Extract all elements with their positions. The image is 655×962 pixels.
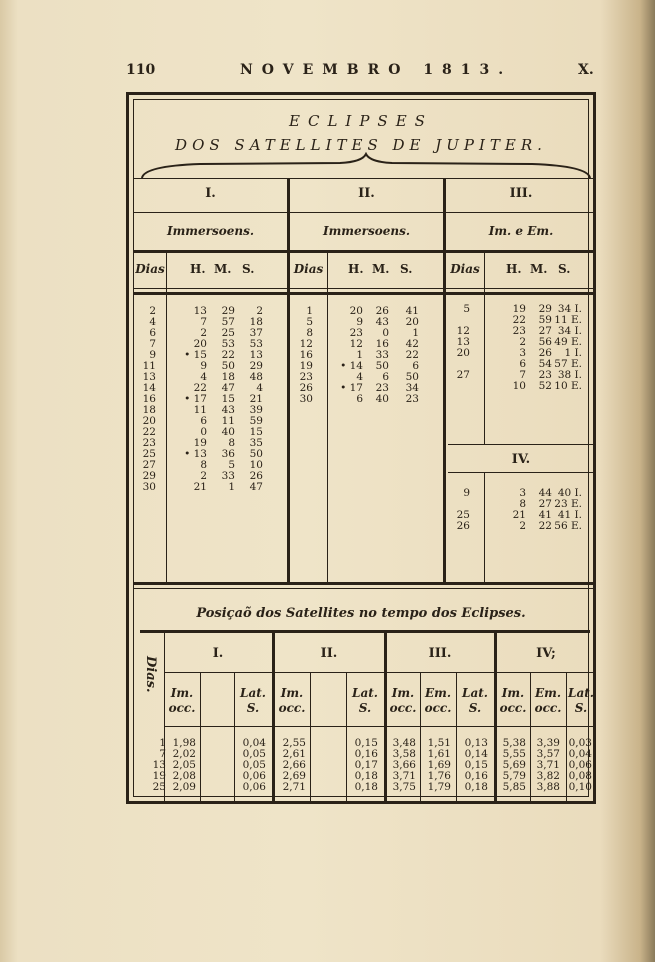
hour-cell: 4 (356, 371, 363, 383)
brace-ornament (140, 152, 592, 180)
hour-cell: 23 (512, 325, 526, 337)
hour-cell: 1 (356, 349, 363, 361)
table-row (446, 381, 596, 392)
second-cell: 50 (249, 448, 263, 460)
table-row (134, 460, 287, 471)
pos-i-im-cell: 2,08 (172, 770, 196, 782)
pos-iv-em-cell: 3,57 (536, 748, 560, 760)
pos-iii-im-cell: 3,48 (392, 737, 416, 749)
day-cell: 19 (299, 360, 313, 372)
pos-i-lat-cell: 0,04 (242, 737, 266, 749)
pos-day-cell: 13 (152, 759, 166, 771)
second-cell: 34 I. (557, 303, 582, 315)
day-cell: 16 (299, 349, 313, 361)
table-row (134, 317, 287, 328)
second-cell: 4 (256, 382, 263, 394)
hour-cell: 20 (193, 338, 207, 350)
day-cell: 25 (456, 509, 470, 521)
eclipse-table (133, 99, 594, 797)
hour-cell: 21 (512, 509, 526, 521)
hour-cell: 13 (193, 305, 207, 317)
day-cell: 30 (299, 393, 313, 405)
hour-cell: 12 (349, 338, 363, 350)
minute-cell: 57 (221, 316, 235, 328)
pos-iii-im-cell: 3,71 (392, 770, 416, 782)
hour-cell: 22 (193, 382, 207, 394)
col-dias-III: Dias (450, 262, 480, 276)
table-row (134, 350, 287, 361)
table-row (134, 427, 287, 438)
header-I: I. (205, 186, 216, 201)
minute-cell: 56 (538, 336, 552, 348)
day-cell: 22 (142, 426, 156, 438)
col-h-II: H. (348, 262, 364, 276)
pos-ii-im-cell: 2,66 (282, 759, 306, 771)
rule (134, 212, 596, 213)
col-m-I: M. (214, 262, 232, 276)
rows-satellite-IV (446, 488, 596, 532)
pos-iv-im-cell: 5,38 (502, 737, 526, 749)
pos-iv-lat-cell: 0,08 (568, 770, 592, 782)
day-cell: 25 (142, 448, 156, 460)
pos-ii-im-cell: 2,61 (282, 748, 306, 760)
hour-cell: 8 (519, 498, 526, 510)
pos-i-im-cell: 2,05 (172, 759, 196, 771)
sub-lat-I: Lat. S. (240, 686, 266, 715)
day-cell: 27 (142, 459, 156, 471)
hour-cell: 6 (519, 358, 526, 370)
position-row (134, 782, 596, 793)
positions-dias-label: Dias. (143, 656, 158, 693)
rows-satellite-III (446, 304, 596, 392)
pos-i-lat-cell: 0,05 (242, 759, 266, 771)
eclipse-table-frame (126, 92, 596, 804)
rows-satellite-I (134, 306, 287, 493)
hour-cell: • 17 (184, 393, 207, 405)
hour-cell: 19 (193, 437, 207, 449)
second-cell: 50 (405, 371, 419, 383)
second-cell: 10 (249, 459, 263, 471)
minute-cell: 0 (382, 327, 389, 339)
pos-i-im-cell: 2,09 (172, 781, 196, 793)
second-cell: 39 (249, 404, 263, 416)
header-IV: IV. (511, 452, 531, 467)
pos-group-II: II. (320, 646, 338, 661)
day-cell: 20 (142, 415, 156, 427)
pos-iv-lat-cell: 0,10 (568, 781, 592, 793)
pos-day-cell: 1 (159, 737, 166, 749)
running-head (0, 62, 655, 82)
table-row (446, 521, 596, 532)
pos-iv-im-cell: 5,55 (502, 748, 526, 760)
pos-iv-im-cell: 5,79 (502, 770, 526, 782)
pos-iv-em-cell: 3,88 (536, 781, 560, 793)
day-cell: 12 (456, 325, 470, 337)
second-cell: 29 (249, 360, 263, 372)
table-row (134, 361, 287, 372)
pos-ii-im-cell: 2,69 (282, 770, 306, 782)
hour-cell: 3 (519, 487, 526, 499)
pos-ii-lat-cell: 0,16 (354, 748, 378, 760)
sub-im-II: Im. occ. (278, 686, 306, 715)
minute-cell: 11 (221, 415, 235, 427)
second-cell: 47 (249, 481, 263, 493)
minute-cell: 22 (221, 349, 235, 361)
rule (134, 250, 596, 253)
title-eclipses: ECLIPSES (289, 112, 433, 130)
minute-cell: 18 (221, 371, 235, 383)
sub-im-I: Im. occ. (168, 686, 196, 715)
second-cell: 26 (249, 470, 263, 482)
pos-iii-em-cell: 1,61 (427, 748, 451, 760)
pos-iii-lat-cell: 0,16 (464, 770, 488, 782)
pos-ii-im-cell: 2,55 (282, 737, 306, 749)
pos-iv-lat-cell: 0,06 (568, 759, 592, 771)
sub-em-IV: Em. occ. (534, 686, 562, 715)
pos-i-lat-cell: 0,06 (242, 781, 266, 793)
day-cell: 12 (299, 338, 313, 350)
pos-day-cell: 7 (159, 748, 166, 760)
rule (134, 292, 596, 295)
second-cell: 41 (405, 305, 419, 317)
pos-iii-im-cell: 3,66 (392, 759, 416, 771)
table-row (134, 383, 287, 394)
minute-cell: 47 (221, 382, 235, 394)
pos-iii-im-cell: 3,75 (392, 781, 416, 793)
pos-day-cell: 25 (152, 781, 166, 793)
rule (134, 288, 596, 289)
day-cell: 5 (306, 316, 313, 328)
pos-iii-em-cell: 1,76 (427, 770, 451, 782)
minute-cell: 6 (382, 371, 389, 383)
subheader-I: Immersoens. (166, 224, 255, 238)
minute-cell: 22 (538, 520, 552, 532)
sub-im-III: Im. occ. (389, 686, 417, 715)
day-cell: 16 (142, 393, 156, 405)
table-row (134, 372, 287, 383)
day-cell: 30 (142, 481, 156, 493)
minute-cell: 50 (375, 360, 389, 372)
sheet-number: X. (578, 62, 594, 78)
sub-im-IV: Im. occ. (499, 686, 527, 715)
pos-ii-lat-cell: 0,18 (354, 770, 378, 782)
pos-iii-lat-cell: 0,14 (464, 748, 488, 760)
second-cell: 57 E. (554, 358, 582, 370)
pos-iii-lat-cell: 0,13 (464, 737, 488, 749)
second-cell: 23 E. (554, 498, 582, 510)
day-cell: 5 (463, 303, 470, 315)
minute-cell: 27 (538, 325, 552, 337)
day-cell: 8 (306, 327, 313, 339)
rule (448, 444, 596, 445)
minute-cell: 41 (538, 509, 552, 521)
table-row (134, 416, 287, 427)
day-cell: 4 (149, 316, 156, 328)
pos-iv-em-cell: 3,39 (536, 737, 560, 749)
minute-cell: 23 (538, 369, 552, 381)
second-cell: 35 (249, 437, 263, 449)
col-h-III: H. (506, 262, 522, 276)
hour-cell: 11 (193, 404, 207, 416)
hour-cell: 3 (519, 347, 526, 359)
minute-cell: 50 (221, 360, 235, 372)
pos-group-III: III. (428, 646, 452, 661)
second-cell: 11 E. (554, 314, 582, 326)
second-cell: 53 (249, 338, 263, 350)
second-cell: 20 (405, 316, 419, 328)
pos-iii-em-cell: 1,69 (427, 759, 451, 771)
rows-satellite-II (290, 306, 443, 405)
minute-cell: 40 (221, 426, 235, 438)
rule (140, 630, 590, 633)
second-cell: 23 (405, 393, 419, 405)
hour-cell: • 17 (340, 382, 363, 394)
hour-cell: 4 (200, 371, 207, 383)
minute-cell: 26 (538, 347, 552, 359)
minute-cell: 52 (538, 380, 552, 392)
day-cell: 9 (463, 487, 470, 499)
second-cell: 22 (405, 349, 419, 361)
minute-cell: 26 (375, 305, 389, 317)
pos-iii-em-cell: 1,51 (427, 737, 451, 749)
pos-iii-lat-cell: 0,18 (464, 781, 488, 793)
day-cell: 23 (299, 371, 313, 383)
minute-cell: 29 (221, 305, 235, 317)
col-s-I: S. (242, 262, 255, 276)
second-cell: 38 I. (557, 369, 582, 381)
hour-cell: 10 (512, 380, 526, 392)
rule (164, 726, 596, 727)
page-number: 110 (126, 62, 156, 78)
minute-cell: 40 (375, 393, 389, 405)
rule (448, 472, 596, 473)
table-row (134, 394, 287, 405)
second-cell: 1 (412, 327, 419, 339)
hour-cell: 2 (519, 520, 526, 532)
pos-iv-lat-cell: 0,03 (568, 737, 592, 749)
day-cell: 27 (456, 369, 470, 381)
table-row (134, 438, 287, 449)
second-cell: 15 (249, 426, 263, 438)
day-cell: 26 (299, 382, 313, 394)
hour-cell: 9 (356, 316, 363, 328)
second-cell: 18 (249, 316, 263, 328)
second-cell: 56 E. (554, 520, 582, 532)
hour-cell: • 15 (184, 349, 207, 361)
rule (134, 178, 596, 179)
table-row (134, 482, 287, 493)
second-cell: 37 (249, 327, 263, 339)
sub-em-III: Em. occ. (424, 686, 452, 715)
sub-lat-IV: Lat. S. (568, 686, 594, 715)
pos-iii-lat-cell: 0,15 (464, 759, 488, 771)
second-cell: 34 I. (557, 325, 582, 337)
second-cell: 21 (249, 393, 263, 405)
hour-cell: 7 (519, 369, 526, 381)
hour-cell: 22 (512, 314, 526, 326)
pos-day-cell: 19 (152, 770, 166, 782)
pos-i-im-cell: 2,02 (172, 748, 196, 760)
pos-iv-em-cell: 3,71 (536, 759, 560, 771)
hour-cell: 20 (349, 305, 363, 317)
col-dias-II: Dias (293, 262, 324, 276)
pos-i-lat-cell: 0,06 (242, 770, 266, 782)
pos-iii-em-cell: 1,79 (427, 781, 451, 793)
day-cell: 13 (142, 371, 156, 383)
minute-cell: 8 (228, 437, 235, 449)
minute-cell: 36 (221, 448, 235, 460)
second-cell: 41 I. (557, 509, 582, 521)
day-cell: 18 (142, 404, 156, 416)
col-m-II: M. (372, 262, 390, 276)
hour-cell: 8 (200, 459, 207, 471)
pos-ii-lat-cell: 0,18 (354, 781, 378, 793)
minute-cell: 44 (538, 487, 552, 499)
day-cell: 11 (142, 360, 156, 372)
title-satellites: DOS SATELLITES DE JUPITER. (175, 136, 547, 154)
day-cell: 29 (142, 470, 156, 482)
second-cell: 2 (256, 305, 263, 317)
divider-dias-II (327, 250, 328, 582)
day-cell: 2 (149, 305, 156, 317)
second-cell: 13 (249, 349, 263, 361)
table-row (134, 306, 287, 317)
second-cell: 40 I. (557, 487, 582, 499)
pos-group-I: I. (212, 646, 224, 661)
subheader-III: Im. e Em. (488, 224, 554, 238)
pos-iv-im-cell: 5,69 (502, 759, 526, 771)
second-cell: 6 (412, 360, 419, 372)
second-cell: 34 (405, 382, 419, 394)
col-m-III: M. (530, 262, 548, 276)
minute-cell: 54 (538, 358, 552, 370)
minute-cell: 23 (375, 382, 389, 394)
second-cell: 48 (249, 371, 263, 383)
hour-cell: • 13 (184, 448, 207, 460)
table-row (134, 339, 287, 350)
table-row (134, 449, 287, 460)
day-cell: 26 (456, 520, 470, 532)
col-dias-I: Dias (135, 262, 165, 276)
header-III: III. (509, 186, 533, 201)
pos-i-im-cell: 1,98 (172, 737, 196, 749)
hour-cell: 23 (349, 327, 363, 339)
header-II: II. (358, 186, 375, 201)
pos-ii-lat-cell: 0,17 (354, 759, 378, 771)
pos-ii-im-cell: 2,71 (282, 781, 306, 793)
hour-cell: 6 (200, 415, 207, 427)
col-s-III: S. (558, 262, 571, 276)
minute-cell: 27 (538, 498, 552, 510)
sub-lat-II: Lat. S. (352, 686, 378, 715)
table-row (134, 405, 287, 416)
rule (134, 582, 596, 585)
hour-cell: • 14 (340, 360, 363, 372)
pos-iv-em-cell: 3,82 (536, 770, 560, 782)
pos-ii-lat-cell: 0,15 (354, 737, 378, 749)
positions-title: Posiçaõ dos Satellites no tempo dos Eclipses. (196, 606, 526, 621)
minute-cell: 53 (221, 338, 235, 350)
table-row (134, 471, 287, 482)
day-cell: 13 (456, 336, 470, 348)
hour-cell: 19 (512, 303, 526, 315)
col-h-I: H. (190, 262, 206, 276)
pos-group-IV: IV; (536, 646, 556, 661)
minute-cell: 43 (375, 316, 389, 328)
minute-cell: 43 (221, 404, 235, 416)
minute-cell: 15 (221, 393, 235, 405)
table-row (290, 394, 443, 405)
second-cell: 10 E. (554, 380, 582, 392)
minute-cell: 16 (375, 338, 389, 350)
day-cell: 7 (149, 338, 156, 350)
hour-cell: 2 (200, 327, 207, 339)
minute-cell: 1 (228, 481, 235, 493)
hour-cell: 2 (519, 336, 526, 348)
day-cell: 23 (142, 437, 156, 449)
day-cell: 1 (306, 305, 313, 317)
minute-cell: 33 (375, 349, 389, 361)
hour-cell: 6 (356, 393, 363, 405)
minute-cell: 59 (538, 314, 552, 326)
minute-cell: 25 (221, 327, 235, 339)
minute-cell: 33 (221, 470, 235, 482)
day-cell: 9 (149, 349, 156, 361)
pos-i-lat-cell: 0,05 (242, 748, 266, 760)
pos-iv-im-cell: 5,85 (502, 781, 526, 793)
sub-lat-III: Lat. S. (462, 686, 488, 715)
hour-cell: 7 (200, 316, 207, 328)
minute-cell: 29 (538, 303, 552, 315)
second-cell: 59 (249, 415, 263, 427)
day-cell: 14 (142, 382, 156, 394)
positions-rows (134, 738, 596, 793)
month-title: NOVEMBRO 1813. (240, 62, 513, 78)
day-cell: 6 (149, 327, 156, 339)
hour-cell: 21 (193, 481, 207, 493)
pos-iv-lat-cell: 0,04 (568, 748, 592, 760)
hour-cell: 0 (200, 426, 207, 438)
rule (134, 588, 596, 589)
pos-iii-im-cell: 3,58 (392, 748, 416, 760)
day-cell: 20 (456, 347, 470, 359)
minute-cell: 5 (228, 459, 235, 471)
second-cell: 1 I. (564, 347, 582, 359)
second-cell: 49 E. (554, 336, 582, 348)
rule (164, 672, 596, 673)
table-row (134, 328, 287, 339)
col-s-II: S. (400, 262, 413, 276)
second-cell: 42 (405, 338, 419, 350)
hour-cell: 9 (200, 360, 207, 372)
hour-cell: 2 (200, 470, 207, 482)
subheader-II: Immersoens. (322, 224, 411, 238)
